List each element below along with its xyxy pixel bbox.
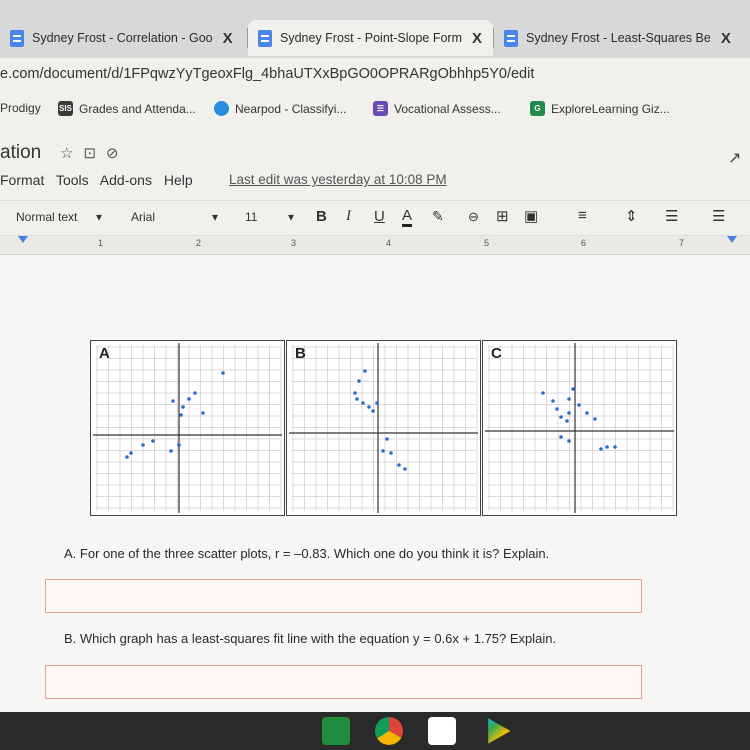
- scatter-point: [555, 407, 559, 411]
- scatter-point: [403, 467, 407, 471]
- form-icon: ☰: [373, 101, 388, 116]
- scatter-point: [193, 391, 197, 395]
- play-store-icon[interactable]: [484, 717, 512, 745]
- formatting-toolbar: [0, 200, 750, 236]
- italic-button[interactable]: I: [346, 208, 351, 224]
- question-a: A. For one of the three scatter plots, r = –0.83. Which one do you think it is? Explain.: [64, 546, 550, 561]
- scatter-point: [385, 437, 389, 441]
- highlight-icon[interactable]: ✎: [432, 208, 444, 224]
- scatter-point: [367, 405, 371, 409]
- scatter-point: [187, 397, 191, 401]
- align-icon[interactable]: ≡: [578, 207, 587, 224]
- classroom-icon[interactable]: [322, 717, 350, 745]
- scatter-point: [353, 391, 357, 395]
- scatter-point: [585, 411, 589, 415]
- line-spacing-icon[interactable]: ⇕: [625, 208, 638, 225]
- menu-bar: [0, 172, 201, 188]
- scatter-point: [361, 401, 365, 405]
- text-color-button[interactable]: A: [402, 207, 412, 227]
- bookmark-grades[interactable]: SIS Grades and Attenda...: [59, 101, 196, 116]
- plot-b-graphic: [287, 341, 480, 515]
- plot-label: A: [99, 345, 110, 362]
- plot-label: B: [295, 345, 306, 362]
- scatter-point: [181, 405, 185, 409]
- chrome-icon[interactable]: [375, 717, 403, 745]
- scatter-point: [559, 435, 563, 439]
- scatter-point: [551, 399, 555, 403]
- scatter-point: [129, 451, 133, 455]
- move-icon[interactable]: ⊡: [83, 145, 107, 162]
- menu-tools[interactable]: Tools: [55, 172, 89, 188]
- numbered-list-icon[interactable]: ☰: [665, 208, 679, 225]
- tab-title: Sydney Frost - Least-Squares Be: [526, 31, 711, 45]
- menu-help[interactable]: Help: [163, 172, 193, 188]
- sis-icon: SIS: [58, 101, 73, 116]
- ruler[interactable]: 1 2 3 4 5 6 7: [0, 236, 750, 255]
- scatter-point: [565, 419, 569, 423]
- tab-title: Sydney Frost - Correlation - Goo: [32, 31, 213, 45]
- scatter-point: [179, 413, 183, 417]
- plot-a-graphic: [91, 341, 284, 515]
- bookmark-nearpod[interactable]: Nearpod - Classifyi...: [214, 101, 346, 116]
- close-icon[interactable]: X: [222, 29, 233, 47]
- tab-strip: [0, 0, 750, 58]
- gmail-icon[interactable]: [428, 717, 456, 745]
- scatter-point: [375, 401, 379, 405]
- chevron-down-icon[interactable]: ▾: [212, 210, 219, 224]
- scatter-point: [571, 387, 575, 391]
- docs-icon: [258, 30, 272, 47]
- scatter-point: [577, 403, 581, 407]
- nearpod-icon: [214, 101, 229, 116]
- comment-icon[interactable]: ⊞: [496, 208, 509, 225]
- gizmos-icon: G: [530, 101, 545, 116]
- title-icons: [60, 144, 129, 162]
- scatter-point: [567, 439, 571, 443]
- question-b: B. Which graph has a least-squares fit line with the equation y = 0.6x + 1.75? Explain.: [64, 631, 557, 646]
- answer-box-b[interactable]: [45, 665, 642, 699]
- font-size-select[interactable]: 11: [245, 210, 258, 224]
- scatter-point: [613, 445, 617, 449]
- scatter-point: [169, 449, 173, 453]
- bulleted-list-icon[interactable]: ☰: [712, 208, 726, 225]
- scatter-point: [381, 449, 385, 453]
- star-icon[interactable]: ☆: [60, 145, 84, 162]
- scatter-point: [605, 445, 609, 449]
- image-icon[interactable]: ▣: [524, 208, 539, 225]
- scatter-point: [389, 451, 393, 455]
- bookmark-vocational[interactable]: ☰ Vocational Assess...: [373, 101, 501, 116]
- scatter-point: [171, 399, 175, 403]
- font-select[interactable]: Arial: [131, 210, 156, 224]
- style-select[interactable]: Normal text: [16, 210, 78, 224]
- address-url: e.com/document/d/1FPqwzYyTgeoxFlg_4bhaUTXxBpGO0OPRARgObhhp5Y0/edit: [0, 66, 535, 82]
- scatter-plot-b: [286, 340, 481, 516]
- scatter-point: [599, 447, 603, 451]
- scatter-point: [567, 411, 571, 415]
- document-title[interactable]: ation: [0, 142, 42, 163]
- tab-title: Sydney Frost - Point-Slope Form: [280, 31, 463, 45]
- menu-format[interactable]: Format: [0, 172, 45, 188]
- taskbar: [0, 712, 750, 750]
- scatter-point: [177, 443, 181, 447]
- scatter-point: [221, 371, 225, 375]
- bookmarks-bar: [0, 95, 750, 123]
- tab-least-squares[interactable]: [494, 20, 750, 56]
- scatter-point: [567, 397, 571, 401]
- chevron-down-icon[interactable]: ▾: [288, 210, 295, 224]
- underline-button[interactable]: U: [374, 208, 385, 225]
- chevron-down-icon[interactable]: ▾: [96, 210, 103, 224]
- menu-addons[interactable]: Add-ons: [99, 172, 152, 188]
- address-bar[interactable]: [0, 58, 750, 90]
- scatter-point: [363, 369, 367, 373]
- scatter-plot-c: [482, 340, 677, 516]
- bookmark-prodigy[interactable]: Prodigy: [0, 101, 41, 115]
- scatter-point: [593, 417, 597, 421]
- scatter-point: [357, 379, 361, 383]
- plot-label: C: [491, 345, 502, 362]
- scatter-point: [397, 463, 401, 467]
- tab-point-slope[interactable]: [248, 20, 493, 56]
- bookmark-explorelearning[interactable]: G ExploreLearning Giz...: [530, 101, 670, 116]
- cloud-status-icon[interactable]: ⊘: [106, 145, 129, 162]
- link-icon[interactable]: ⊖: [468, 209, 479, 224]
- tab-correlation[interactable]: [0, 20, 248, 56]
- right-indent-marker[interactable]: [727, 236, 737, 243]
- scatter-plot-a: [90, 340, 285, 516]
- plot-c-graphic: [483, 341, 676, 515]
- indent-marker[interactable]: [18, 236, 28, 243]
- scatter-point: [125, 455, 129, 459]
- scatter-point: [141, 443, 145, 447]
- activity-icon[interactable]: ↗: [728, 150, 742, 167]
- close-icon[interactable]: X: [720, 29, 731, 47]
- scatter-point: [201, 411, 205, 415]
- answer-box-a[interactable]: [45, 579, 642, 613]
- close-icon[interactable]: X: [472, 29, 483, 47]
- scatter-point: [559, 415, 563, 419]
- docs-icon: [10, 30, 24, 47]
- scatter-point: [541, 391, 545, 395]
- scatter-point: [371, 409, 375, 413]
- scatter-point: [151, 439, 155, 443]
- scatter-point: [355, 397, 359, 401]
- last-edit-link[interactable]: Last edit was yesterday at 10:08 PM: [229, 172, 447, 187]
- bold-button[interactable]: B: [316, 208, 327, 225]
- docs-icon: [504, 30, 518, 47]
